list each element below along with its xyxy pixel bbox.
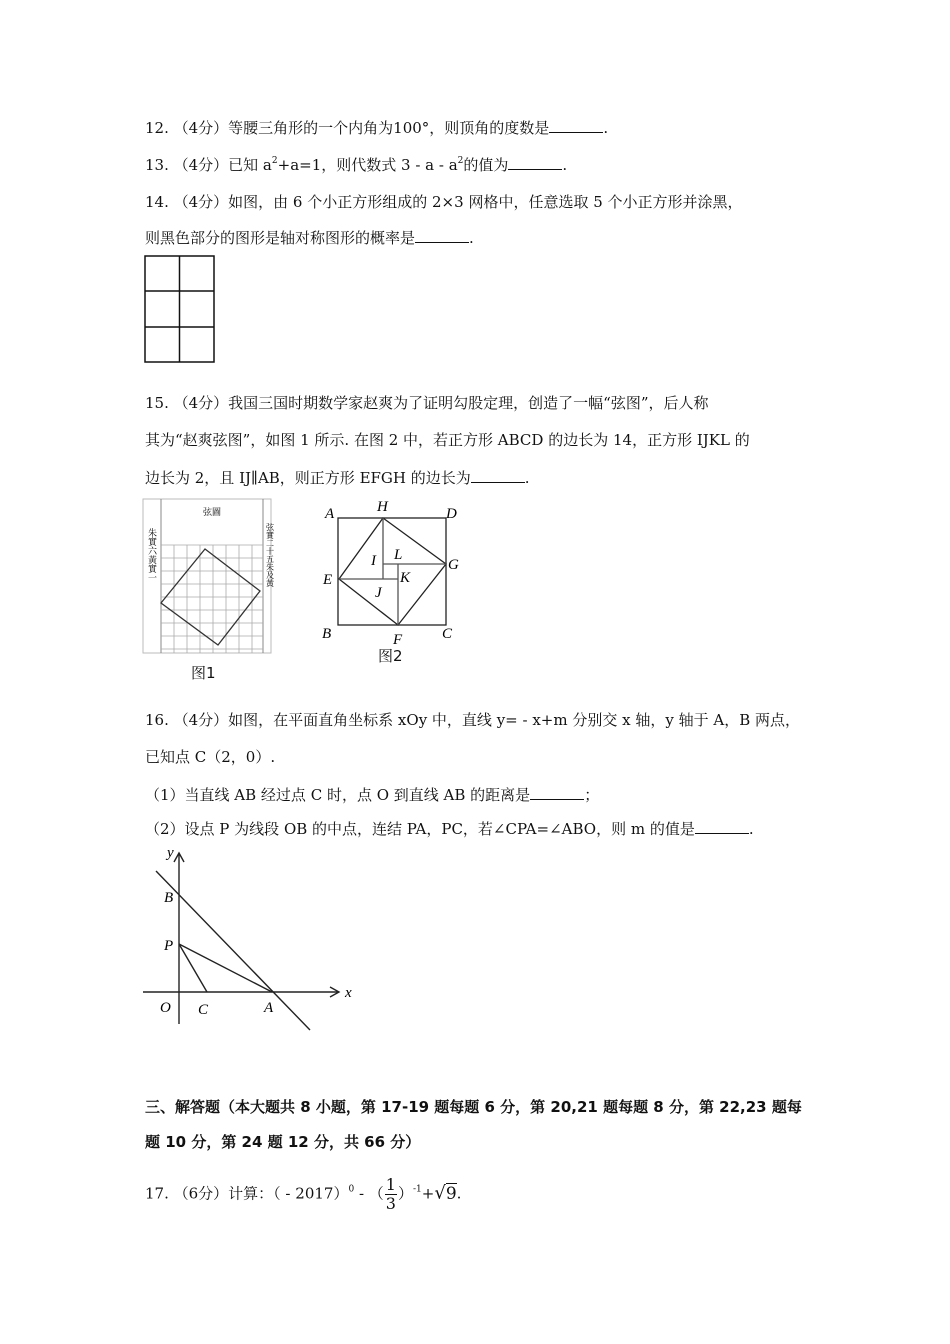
q17-p2: - （ [354,1184,384,1203]
label-H: H [377,499,388,515]
figure-1-xiantu [140,495,275,660]
sqrt-icon: √ [434,1182,446,1204]
label-A: A [264,1000,274,1016]
fraction-numerator: 1 [385,1175,396,1194]
q16-part2-text: （2）设点 P 为线段 OB 的中点，连结 PA，PC，若∠CPA=∠ABO，则 m 的值是 [145,820,695,838]
question-16-part1 [145,785,599,805]
question-15-line1: 15. （4分）我国三国时期数学家赵爽为了证明勾股定理，创造了一幅“弦图”，后人称 [145,394,709,412]
answer-blank [695,819,749,834]
label-B: B [322,626,332,642]
question-15-line2: 其为“赵爽弦图”，如图 1 所示. 在图 2 中，若正方形 ABCD 的边长为 14，正方形 IJKL 的 [145,431,750,449]
figure-2-squares [315,495,465,655]
q13-sup1: 2 [271,156,278,166]
q15-line3: 边长为 2，且 IJ∥AB，则正方形 EFGH 的边长为 [145,469,471,487]
q17-end: . [456,1184,462,1203]
answer-blank [508,155,562,170]
label-E: E [323,572,333,588]
section-3-heading-line1: 三、解答题（本大题共 8 小题，第 17-19 题每题 6 分，第 20,21 题每题 8 分，第 22,23 题每 [145,1098,802,1116]
q17-p3: ） [397,1184,413,1203]
answer-blank [415,228,469,243]
fig1-right-text: 弦實二十五朱及黃 [265,523,275,587]
label-J: J [375,585,382,601]
q16-part1-text: （1）当直线 AB 经过点 C 时，点 O 到直线 AB 的距离是 [145,786,531,804]
coordinate-graph [140,840,370,1040]
q13-sup2: 2 [457,156,464,166]
q15-end: . [524,469,530,487]
label-A: A [325,506,335,522]
fraction-one-third [385,1176,397,1213]
fig1-title: 弦圖 [202,508,222,518]
section-3-heading-line2: 题 10 分，第 24 题 12 分，共 66 分） [145,1133,421,1151]
question-16-part2 [145,819,754,839]
label-C: C [442,626,453,642]
label-D: D [446,506,457,522]
question-16-line2: 已知点 C（2，0）. [145,748,276,766]
label-K: K [400,570,411,586]
fig1-left-text: 朱實六黃實一 [146,528,156,582]
fraction-denominator: 3 [385,1194,396,1213]
label-P: P [164,938,174,954]
question-12 [145,118,608,138]
answer-blank [530,785,584,800]
q16-part2-end: . [748,820,754,838]
question-14-line1: 14. （4分）如图，由 6 个小正方形组成的 2×3 网格中，任意选取 5 个小正方形并涂黑， [145,193,743,211]
label-F: F [393,632,403,648]
label-I: I [371,553,376,569]
question-17 [145,1176,461,1213]
q17-p1: 17. （6分）计算：（ - 2017） [145,1184,349,1203]
question-16-line1: 16. （4分）如图，在平面直角坐标系 xOy 中，直线 y= - x+m 分别交 x 轴，y 轴于 A，B 两点， [145,711,801,729]
label-x: x [345,985,352,1001]
answer-blank [471,468,525,483]
q17-sup0: 0 [348,1184,355,1195]
q14-end: . [469,229,474,247]
label-G: G [448,557,459,573]
figure-2-caption: 图2 [378,647,403,665]
label-L: L [394,547,403,563]
label-C: C [198,1002,209,1018]
label-y: y [167,845,174,861]
question-15-line3 [145,468,530,488]
q17-sup1: -1 [413,1184,422,1195]
q13-end: . [562,156,568,174]
label-O: O [160,1000,171,1016]
q13-p3: 的值为 [463,156,509,174]
question-13 [145,155,567,175]
answer-blank [549,118,603,133]
q14-line2: 则黑色部分的图形是轴对称图形的概率是 [145,229,416,247]
label-B: B [164,890,174,906]
q12-end: . [603,119,609,137]
figure-1-caption: 图1 [191,664,216,682]
q17-radicand: 9 [445,1183,457,1204]
question-14-line2 [145,228,474,248]
q12-text: 12. （4分）等腰三角形的一个内角为100°，则顶角的度数是 [145,119,550,137]
grid-2x3-figure [140,252,220,367]
q13-p1: 13. （4分）已知 a [145,156,272,174]
q13-p2: +a=1，则代数式 3 - a - a [277,156,458,174]
q16-part1-end: ； [584,786,600,804]
q17-p4: + [421,1184,435,1203]
